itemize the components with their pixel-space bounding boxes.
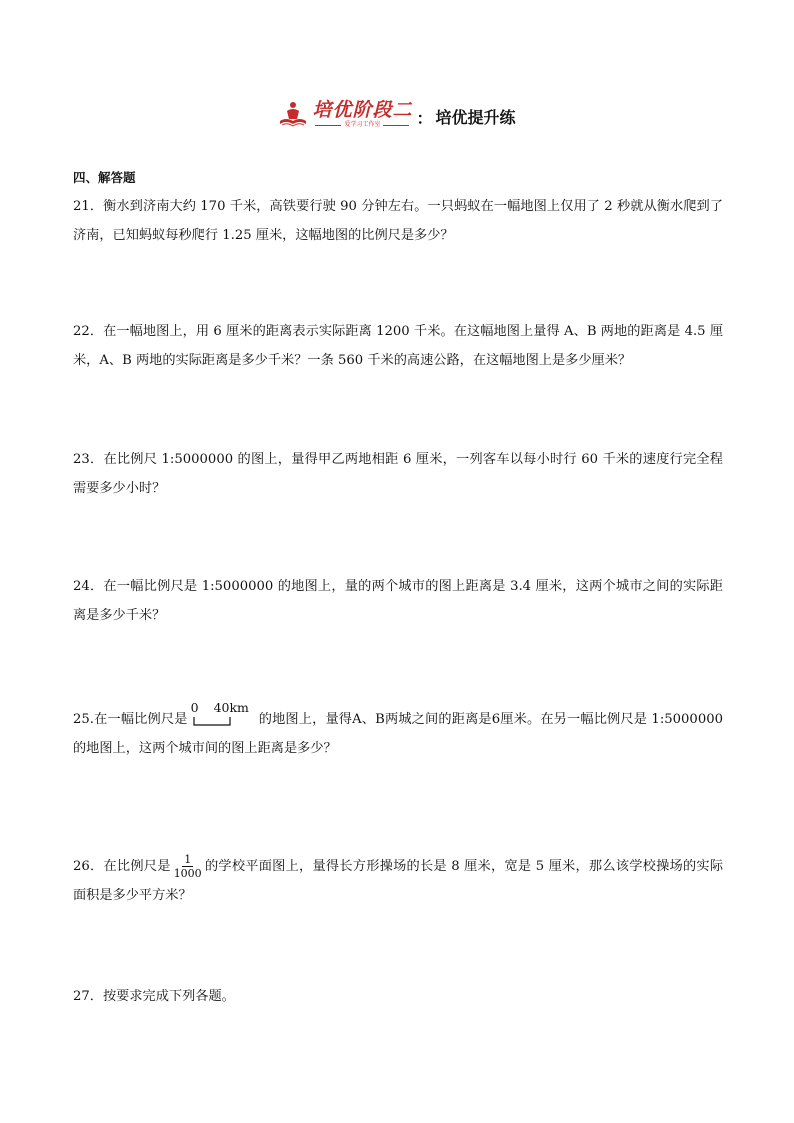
question-number: 22． <box>73 324 104 339</box>
logo <box>278 99 412 129</box>
question-text-after: 的地图上，量得A、B两城之间的距离是6厘米。在另一幅比例尺是 1:5000000 的地图上，这两个城市间的图上距离是多少？ <box>73 712 723 756</box>
scale-bar <box>190 700 253 729</box>
question-number: 21． <box>73 199 104 214</box>
question-text: 在比例尺 1:5000000 的图上，量得甲乙两地相距 6 厘米，一列客车以每小时行 60 千米的速度行完全程需要多少小时？ <box>73 452 723 496</box>
scale-start-label: 0 <box>190 700 199 715</box>
scale-fraction <box>172 853 204 880</box>
question-number: 25. <box>73 712 94 727</box>
fraction-denominator: 1000 <box>173 867 202 880</box>
question-21 <box>73 192 723 250</box>
question-text-after: 的学校平面图上，量得长方形操场的长是 8 厘米，宽是 5 厘米，那么该学校操场的实际面积是多少平方米？ <box>73 859 724 903</box>
question-text: 在一幅比例尺是 1:5000000 的地图上，量的两个城市的图上距离是 3.4 厘米，这两个城市之间的实际距离是多少千米？ <box>73 579 723 623</box>
header-separator: ： <box>416 108 433 128</box>
question-22 <box>73 317 723 375</box>
logo-subtitle: 爱学习工作室 <box>344 121 381 128</box>
page-header <box>0 96 794 132</box>
question-text-before: 在一幅比例尺是 <box>93 712 188 727</box>
book-reader-icon <box>278 99 308 129</box>
question-24 <box>73 572 723 630</box>
fraction-numerator: 1 <box>184 853 192 866</box>
question-text: 衡水到济南大约 170 千米，高铁要行驶 90 分钟左右。一只蚂蚁在一幅地图上仅用了 2 秒就从衡水爬到了济南，已知蚂蚁每秒爬行 1.25 厘米，这幅地图的比例尺是多少？ <box>73 199 724 243</box>
question-26 <box>73 852 723 910</box>
stage-name: 培优提升练 <box>435 107 516 127</box>
question-23 <box>73 445 723 503</box>
question-text: 在一幅地图上，用 6 厘米的距离表示实际距离 1200 千米。在这幅地图上量得 A、B 两地的距离是 4.5 厘米，A、B 两地的实际距离是多少千米？一条 560 千米的高速公路，在这幅地图上是多少厘米？ <box>73 324 724 368</box>
question-number: 27． <box>73 989 103 1004</box>
logo-title: 培优阶段二 <box>312 99 413 121</box>
section-title: 四、解答题 <box>73 170 136 185</box>
question-number: 23． <box>73 452 104 467</box>
question-number: 24． <box>73 579 104 594</box>
question-text-before: 在比例尺是 <box>103 859 171 874</box>
question-27 <box>73 982 723 1011</box>
question-text: 按要求完成下列各题。 <box>102 989 235 1004</box>
scale-end-label: 40km <box>213 700 249 715</box>
question-number: 26． <box>73 859 104 874</box>
question-25 <box>73 700 723 763</box>
